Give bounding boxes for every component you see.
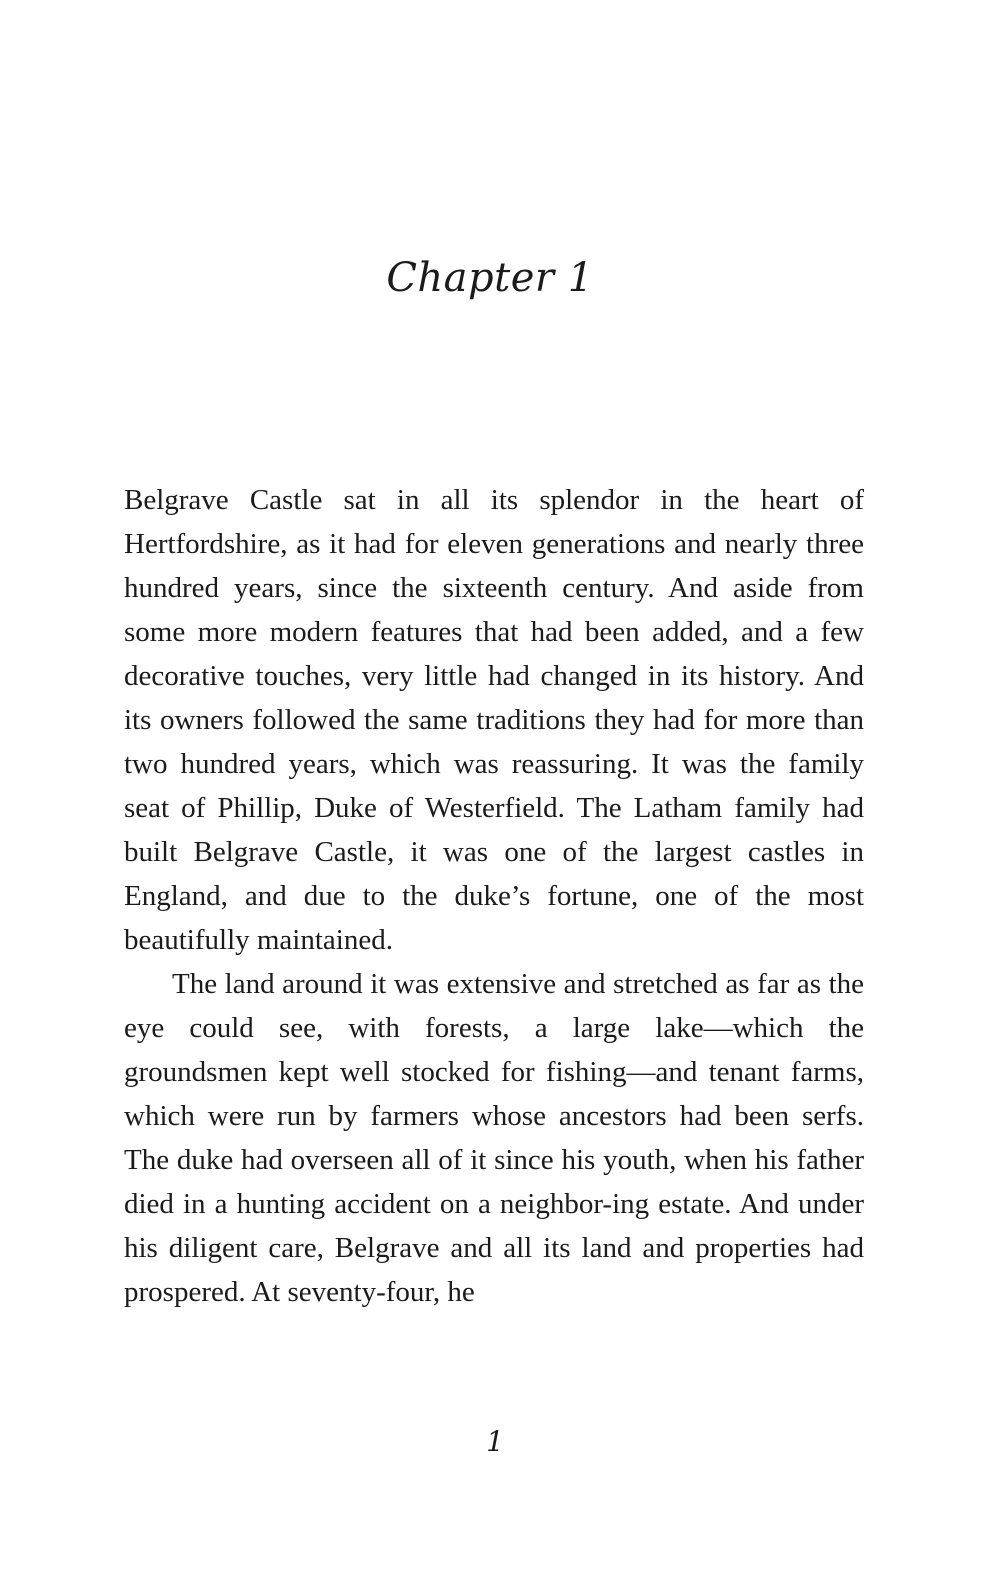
chapter-body: [124, 478, 864, 1314]
paragraph: Belgrave Castle sat in all its splendor in the heart of Hertfordshire, as it had for eleven generations and nearly three hundred years, since the sixteenth century. And aside from some more modern features that had been added, and a few decorative touches, very little had changed in its history. And its owners followed the same traditions they had for more than two hundred years, which was reassuring. It was the family seat of Phillip, Duke of Westerfield. The Latham family had built Belgrave Castle, it was one of the largest castles in England, and due to the duke’s fortune, one of the most beautifully maintained.: [124, 484, 864, 956]
chapter-title: Chapter 1: [386, 255, 594, 301]
page-number: 1: [486, 1425, 504, 1458]
paragraph: The land around it was extensive and stretched as far as the eye could see, with forests, a large lake—which the groundsmen kept well stocked for fishing—and tenant farms, which were run by farmers whose ancestors had been serfs. The duke had overseen all of it since his youth, when his father died in a hunting accident on a neighbor-ing estate. And under his diligent care, Belgrave and all its land and properties had prospered. At seventy-four, he: [124, 968, 864, 1308]
